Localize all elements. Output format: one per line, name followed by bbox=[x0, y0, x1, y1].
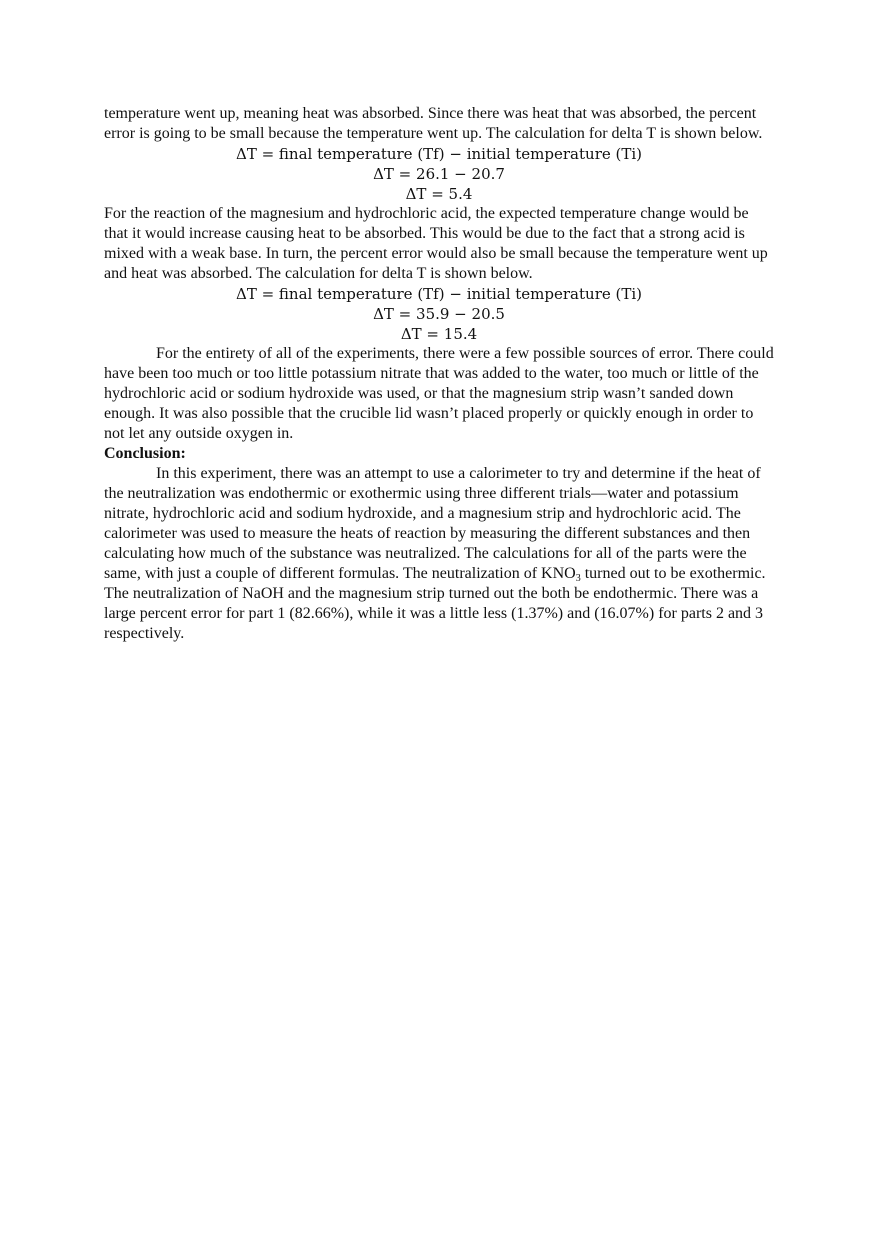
conclusion-text-part2: turned out to be exothermic. The neutralization of NaOH and the magnesium strip turned out the both be endothermic. There was a large percent error for part 1 (82.66%), while it was a little less (1.37%) and (16.07%) for parts 2 and 3 respectively. bbox=[104, 565, 766, 642]
equation-line: ΔT = 26.1 − 20.7 bbox=[373, 165, 505, 183]
subscript-3: 3 bbox=[575, 573, 581, 584]
paragraph-sources-of-error: For the entirety of all of the experiments, there were a few possible sources of error. There could have been too much or too little potassium nitrate that was added to the water, too much or little of the hydrochloric acid or sodium hydroxide was used, or that the magnesium strip wasn’t sanded down enough. It was also possible that the crucible lid wasn’t placed properly or quickly enough in order to not let any outside oxygen in. bbox=[104, 345, 774, 442]
equation-line: ΔT = final temperature (Tf) − initial temperature (Ti) bbox=[235, 285, 643, 303]
paragraph-magnesium-reaction: For the reaction of the magnesium and hydrochloric acid, the expected temperature change would be that it would increase causing heat to be absorbed. This would be due to the fact that a strong acid is mixed with a weak base. In turn, the percent error would also be small because the temperature went up and heat was absorbed. The calculation for delta T is shown below. bbox=[104, 205, 768, 282]
equation-line: ΔT = 5.4 bbox=[405, 185, 473, 203]
equation-line: ΔT = final temperature (Tf) − initial temperature (Ti) bbox=[235, 145, 643, 163]
equation-line: ΔT = 35.9 − 20.5 bbox=[373, 305, 505, 323]
equation-block-1 bbox=[104, 144, 774, 204]
paragraph-delta-t-intro: temperature went up, meaning heat was absorbed. Since there was heat that was absorbed, the percent error is going to be small because the temperature went up. The calculation for delta T is shown below. bbox=[104, 105, 763, 142]
equation-block-2 bbox=[104, 284, 774, 344]
equation-line: ΔT = 15.4 bbox=[400, 325, 478, 343]
paragraph-conclusion bbox=[104, 464, 774, 644]
conclusion-heading: Conclusion: bbox=[104, 445, 186, 462]
conclusion-text-part1: In this experiment, there was an attempt to use a calorimeter to try and determine if the heat of the neutralization was endothermic or exothermic using three different trials—water and potassium nitrate, hydrochloric acid and sodium hydroxide, and a magnesium strip and hydrochloric acid. The calorimeter was used to measure the heats of reaction by measuring the different substances and then calculating how much of the substance was neutralized. The calculations for all of the parts were the same, with just a couple of different formulas. The neutralization of KNO bbox=[104, 465, 761, 582]
document-body bbox=[104, 104, 774, 644]
